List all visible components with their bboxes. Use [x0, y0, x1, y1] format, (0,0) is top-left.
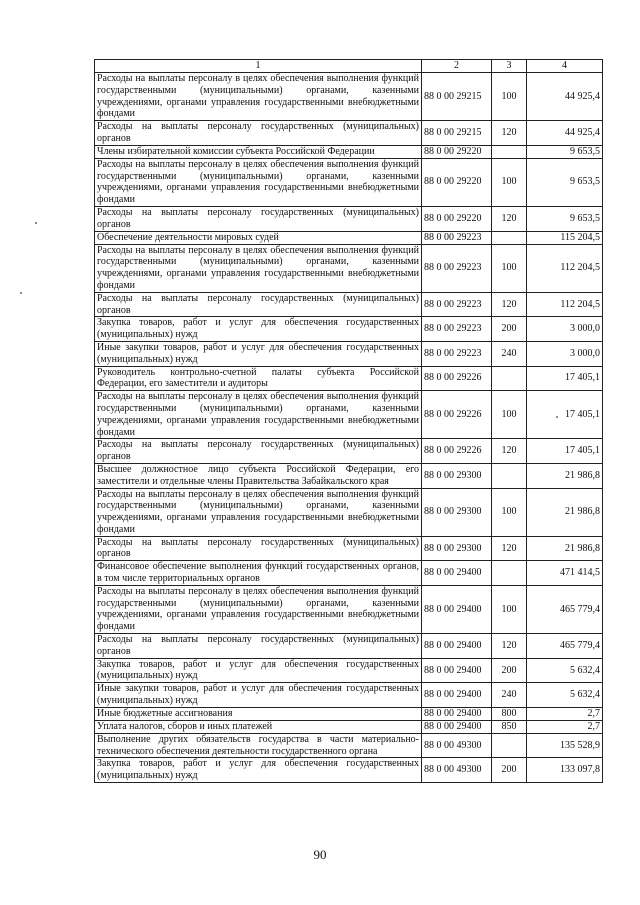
table-row: [95, 733, 603, 758]
row-name: Расходы на выплаты персоналу государственных (муниципальных) органов: [95, 536, 422, 561]
row-name: Расходы на выплаты персоналу в целях обеспечения выполнения функций государственными (муниципальными) органами, казенными учреждениями, органами управления государственными внебюджетными фондами: [95, 73, 422, 121]
row-name: Иные закупки товаров, работ и услуг для обеспечения государственных (муниципальных) нужд: [95, 341, 422, 366]
row-name: Закупка товаров, работ и услуг для обеспечения государственных (муниципальных) нужд: [95, 758, 422, 783]
row-code: 88 0 00 29400: [422, 634, 492, 659]
row-type: [492, 561, 527, 586]
row-amount: 3 000,0: [527, 341, 603, 366]
row-amount: 44 925,4: [527, 73, 603, 121]
row-type: 120: [492, 634, 527, 659]
row-type: 850: [492, 720, 527, 733]
row-name: Закупка товаров, работ и услуг для обеспечения государственных (муниципальных) нужд: [95, 658, 422, 683]
table-row: [95, 658, 603, 683]
table-row: [95, 231, 603, 244]
row-amount: 9 653,5: [527, 158, 603, 206]
table-header-row: [95, 60, 603, 73]
header-cell: 4: [527, 60, 603, 73]
scan-speck: [35, 222, 37, 224]
table-row: [95, 536, 603, 561]
row-name: Уплата налогов, сборов и иных платежей: [95, 720, 422, 733]
table-row: [95, 707, 603, 720]
row-name: Иные бюджетные ассигнования: [95, 707, 422, 720]
row-type: [492, 145, 527, 158]
row-code: 88 0 00 29400: [422, 683, 492, 708]
row-type: [492, 231, 527, 244]
row-code: 88 0 00 29223: [422, 317, 492, 342]
table-row: [95, 366, 603, 391]
table-row: [95, 683, 603, 708]
row-type: 100: [492, 488, 527, 536]
row-type: [492, 366, 527, 391]
row-amount: 465 779,4: [527, 585, 603, 633]
table-row: [95, 341, 603, 366]
row-code: 88 0 00 29300: [422, 488, 492, 536]
row-type: 120: [492, 536, 527, 561]
row-name: Руководитель контрольно-счетной палаты субъекта Российской Федерации, его заместители и аудиторы: [95, 366, 422, 391]
row-type: 100: [492, 391, 527, 439]
row-code: 88 0 00 29223: [422, 341, 492, 366]
table-row: [95, 634, 603, 659]
table-row: [95, 158, 603, 206]
header-cell: 2: [422, 60, 492, 73]
row-code: 88 0 00 29400: [422, 707, 492, 720]
row-amount: 21 986,8: [527, 488, 603, 536]
row-type: [492, 463, 527, 488]
row-type: 100: [492, 244, 527, 292]
row-amount: 5 632,4: [527, 658, 603, 683]
row-amount: 3 000,0: [527, 317, 603, 342]
row-code: 88 0 00 29220: [422, 145, 492, 158]
row-name: Расходы на выплаты персоналу в целях обеспечения выполнения функций государственными (муниципальными) органами, казенными учреждениями, органами управления государственными внебюджетными фондами: [95, 585, 422, 633]
header-cell: 3: [492, 60, 527, 73]
table-row: [95, 561, 603, 586]
row-code: 88 0 00 29226: [422, 391, 492, 439]
table-row: [95, 145, 603, 158]
table-row: [95, 292, 603, 317]
row-type: 120: [492, 121, 527, 146]
row-amount: 471 414,5: [527, 561, 603, 586]
row-code: 88 0 00 49300: [422, 733, 492, 758]
row-type: 200: [492, 758, 527, 783]
row-amount: 115 204,5: [527, 231, 603, 244]
row-code: 88 0 00 29226: [422, 366, 492, 391]
table-row: [95, 244, 603, 292]
row-type: 240: [492, 683, 527, 708]
row-type: 200: [492, 658, 527, 683]
scan-speck: [20, 292, 22, 294]
row-type: 120: [492, 292, 527, 317]
table-row: [95, 720, 603, 733]
row-amount: 135 528,9: [527, 733, 603, 758]
page-number: 90: [313, 847, 327, 862]
row-name: Члены избирательной комиссии субъекта Российской Федерации: [95, 145, 422, 158]
row-amount: 17 405,1: [527, 439, 603, 464]
row-name: Выполнение других обязательств государства в части материально-технического обеспечения деятельности государственного органа: [95, 733, 422, 758]
row-name: Расходы на выплаты персоналу государственных (муниципальных) органов: [95, 634, 422, 659]
table-row: [95, 121, 603, 146]
budget-table: [94, 59, 603, 783]
row-amount: 9 653,5: [527, 145, 603, 158]
row-amount: 44 925,4: [527, 121, 603, 146]
table-row: [95, 463, 603, 488]
row-type: [492, 733, 527, 758]
row-code: 88 0 00 29223: [422, 231, 492, 244]
table-row: [95, 317, 603, 342]
row-code: 88 0 00 29400: [422, 561, 492, 586]
row-code: 88 0 00 29400: [422, 658, 492, 683]
budget-table-container: [94, 59, 602, 783]
row-code: 88 0 00 29400: [422, 720, 492, 733]
row-name: Расходы на выплаты персоналу в целях обеспечения выполнения функций государственными (муниципальными) органами, казенными учреждениями, органами управления государственными внебюджетными фондами: [95, 391, 422, 439]
row-name: Высшее должностное лицо субъекта Российской Федерации, его заместители и отдельные члены Правительства Забайкальского края: [95, 463, 422, 488]
row-type: 200: [492, 317, 527, 342]
row-type: 100: [492, 585, 527, 633]
row-amount: 17 405,1: [527, 366, 603, 391]
row-type: 100: [492, 73, 527, 121]
row-type: 240: [492, 341, 527, 366]
row-amount: 9 653,5: [527, 206, 603, 231]
row-code: 88 0 00 29223: [422, 244, 492, 292]
scan-speck: [556, 416, 558, 418]
row-code: 88 0 00 49300: [422, 758, 492, 783]
row-name: Расходы на выплаты персоналу государственных (муниципальных) органов: [95, 206, 422, 231]
row-amount: 112 204,5: [527, 244, 603, 292]
row-amount: 112 204,5: [527, 292, 603, 317]
table-row: [95, 585, 603, 633]
row-code: 88 0 00 29300: [422, 536, 492, 561]
row-name: Расходы на выплаты персоналу государственных (муниципальных) органов: [95, 292, 422, 317]
row-code: 88 0 00 29223: [422, 292, 492, 317]
row-amount: 2,7: [527, 707, 603, 720]
table-row: [95, 73, 603, 121]
row-code: 88 0 00 29400: [422, 585, 492, 633]
table-row: [95, 439, 603, 464]
table-row: [95, 206, 603, 231]
row-code: 88 0 00 29215: [422, 73, 492, 121]
row-name: Расходы на выплаты персоналу в целях обеспечения выполнения функций государственными (муниципальными) органами, казенными учреждениями, органами управления государственными внебюджетными фондами: [95, 488, 422, 536]
row-type: 100: [492, 158, 527, 206]
header-cell: 1: [95, 60, 422, 73]
row-type: 800: [492, 707, 527, 720]
row-amount: 21 986,8: [527, 536, 603, 561]
row-amount: 2,7: [527, 720, 603, 733]
table-row: [95, 488, 603, 536]
table-row: [95, 758, 603, 783]
row-name: Финансовое обеспечение выполнения функций государственных органов, в том числе территориальных органов: [95, 561, 422, 586]
row-type: 120: [492, 439, 527, 464]
row-name: Расходы на выплаты персоналу государственных (муниципальных) органов: [95, 439, 422, 464]
row-code: 88 0 00 29215: [422, 121, 492, 146]
row-code: 88 0 00 29226: [422, 439, 492, 464]
row-amount: 133 097,8: [527, 758, 603, 783]
row-code: 88 0 00 29220: [422, 206, 492, 231]
row-name: Расходы на выплаты персоналу государственных (муниципальных) органов: [95, 121, 422, 146]
row-amount: 5 632,4: [527, 683, 603, 708]
row-name: Расходы на выплаты персоналу в целях обеспечения выполнения функций государственными (муниципальными) органами, казенными учреждениями, органами управления государственными внебюджетными фондами: [95, 244, 422, 292]
row-type: 120: [492, 206, 527, 231]
table-row: [95, 391, 603, 439]
row-code: 88 0 00 29220: [422, 158, 492, 206]
row-name: Расходы на выплаты персоналу в целях обеспечения выполнения функций государственными (муниципальными) органами, казенными учреждениями, органами управления государственными внебюджетными фондами: [95, 158, 422, 206]
row-code: 88 0 00 29300: [422, 463, 492, 488]
row-amount: 21 986,8: [527, 463, 603, 488]
row-name: Закупка товаров, работ и услуг для обеспечения государственных (муниципальных) нужд: [95, 317, 422, 342]
row-name: Обеспечение деятельности мировых судей: [95, 231, 422, 244]
row-amount: 465 779,4: [527, 634, 603, 659]
row-name: Иные закупки товаров, работ и услуг для обеспечения государственных (муниципальных) нужд: [95, 683, 422, 708]
row-amount: 17 405,1: [527, 391, 603, 439]
